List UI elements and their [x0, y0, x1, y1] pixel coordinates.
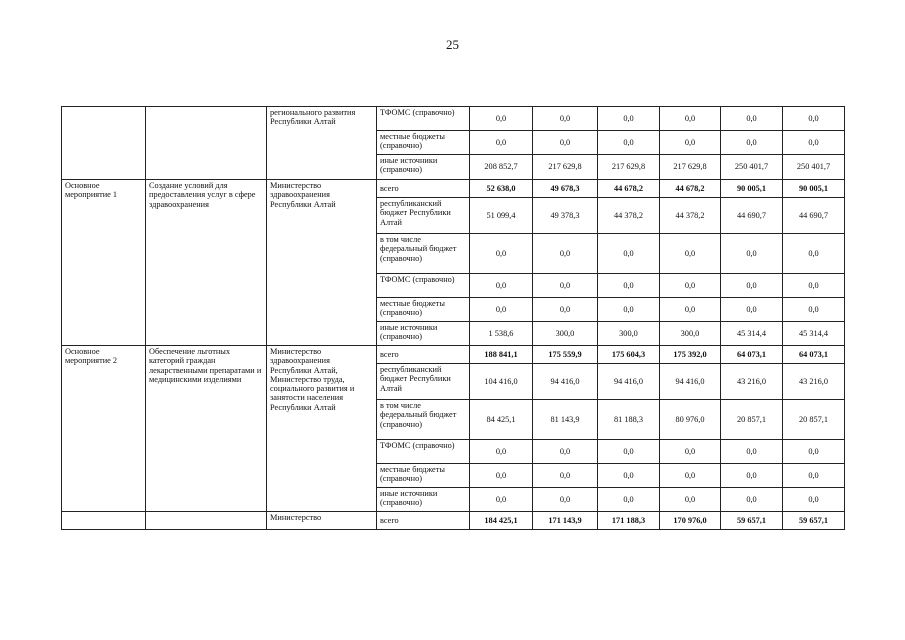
amount-cell: 20 857,1	[721, 400, 783, 440]
amount-cell: 0,0	[470, 274, 533, 298]
funding-source-cell: местные бюджеты (справочно)	[377, 464, 470, 488]
amount-cell: 300,0	[598, 322, 660, 346]
funding-source-cell: иные источники (справочно)	[377, 488, 470, 512]
amount-cell: 0,0	[783, 298, 845, 322]
amount-cell: 0,0	[721, 274, 783, 298]
executor-cell: Министерство здравоохранения Республики Алтай, Министерство труда, социального развития и занятости населения Республики Алтай	[267, 346, 377, 512]
amount-cell: 59 657,1	[721, 512, 783, 530]
funding-source-cell: республиканский бюджет Республики Алтай	[377, 198, 470, 234]
amount-cell: 0,0	[598, 234, 660, 274]
amount-cell: 0,0	[470, 131, 533, 155]
amount-cell: 175 604,3	[598, 346, 660, 364]
amount-cell: 1 538,6	[470, 322, 533, 346]
event-type-cell: Основное мероприятие 2	[62, 346, 146, 512]
table-row	[62, 346, 845, 364]
amount-cell: 217 629,8	[598, 155, 660, 180]
amount-cell: 0,0	[660, 131, 721, 155]
amount-cell: 0,0	[721, 131, 783, 155]
amount-cell: 0,0	[721, 464, 783, 488]
funding-source-cell: в том числе федеральный бюджет (справочно)	[377, 400, 470, 440]
amount-cell: 64 073,1	[721, 346, 783, 364]
amount-cell: 208 852,7	[470, 155, 533, 180]
funding-source-cell: ТФОМС (справочно)	[377, 274, 470, 298]
amount-cell: 188 841,1	[470, 346, 533, 364]
amount-cell: 0,0	[721, 234, 783, 274]
amount-cell: 0,0	[721, 298, 783, 322]
amount-cell: 80 976,0	[660, 400, 721, 440]
funding-source-cell: всего	[377, 512, 470, 530]
amount-cell: 44 678,2	[598, 180, 660, 198]
amount-cell: 0,0	[598, 107, 660, 131]
amount-cell: 0,0	[598, 440, 660, 464]
funding-source-cell: всего	[377, 346, 470, 364]
amount-cell: 45 314,4	[783, 322, 845, 346]
executor-cell: Министерство	[267, 512, 377, 530]
amount-cell: 94 416,0	[660, 364, 721, 400]
amount-cell: 44 378,2	[598, 198, 660, 234]
amount-cell: 90 005,1	[783, 180, 845, 198]
amount-cell: 0,0	[470, 298, 533, 322]
amount-cell: 0,0	[783, 488, 845, 512]
amount-cell: 49 378,3	[533, 198, 598, 234]
amount-cell: 43 216,0	[721, 364, 783, 400]
amount-cell: 0,0	[533, 298, 598, 322]
executor-cell: Министерство здравоохранения Республики Алтай	[267, 180, 377, 346]
funding-source-cell: ТФОМС (справочно)	[377, 107, 470, 131]
amount-cell: 0,0	[660, 488, 721, 512]
amount-cell: 44 378,2	[660, 198, 721, 234]
amount-cell: 0,0	[660, 440, 721, 464]
amount-cell: 44 678,2	[660, 180, 721, 198]
funding-source-cell: местные бюджеты (справочно)	[377, 298, 470, 322]
amount-cell: 0,0	[470, 107, 533, 131]
amount-cell: 52 638,0	[470, 180, 533, 198]
amount-cell: 0,0	[533, 234, 598, 274]
table-row	[62, 180, 845, 198]
amount-cell: 0,0	[533, 107, 598, 131]
funding-source-cell: иные источники (справочно)	[377, 155, 470, 180]
amount-cell: 250 401,7	[783, 155, 845, 180]
amount-cell: 0,0	[598, 464, 660, 488]
amount-cell: 64 073,1	[783, 346, 845, 364]
amount-cell: 184 425,1	[470, 512, 533, 530]
amount-cell: 0,0	[533, 488, 598, 512]
amount-cell: 81 188,3	[598, 400, 660, 440]
funding-source-cell: в том числе федеральный бюджет (справочно)	[377, 234, 470, 274]
event-name-cell	[146, 107, 267, 180]
amount-cell: 217 629,8	[660, 155, 721, 180]
amount-cell: 59 657,1	[783, 512, 845, 530]
amount-cell: 49 678,3	[533, 180, 598, 198]
amount-cell: 217 629,8	[533, 155, 598, 180]
amount-cell: 0,0	[721, 107, 783, 131]
amount-cell: 175 559,9	[533, 346, 598, 364]
amount-cell: 94 416,0	[533, 364, 598, 400]
amount-cell: 0,0	[783, 440, 845, 464]
amount-cell: 0,0	[598, 488, 660, 512]
amount-cell: 171 143,9	[533, 512, 598, 530]
amount-cell: 0,0	[783, 464, 845, 488]
page-number: 25	[446, 37, 459, 52]
amount-cell: 0,0	[721, 440, 783, 464]
amount-cell: 0,0	[470, 464, 533, 488]
table-row	[62, 512, 845, 530]
amount-cell: 175 392,0	[660, 346, 721, 364]
amount-cell: 0,0	[533, 274, 598, 298]
amount-cell: 44 690,7	[721, 198, 783, 234]
amount-cell: 0,0	[598, 298, 660, 322]
amount-cell: 170 976,0	[660, 512, 721, 530]
amount-cell: 81 143,9	[533, 400, 598, 440]
amount-cell: 0,0	[783, 274, 845, 298]
amount-cell: 90 005,1	[721, 180, 783, 198]
event-type-cell	[62, 512, 146, 530]
amount-cell: 45 314,4	[721, 322, 783, 346]
amount-cell: 51 099,4	[470, 198, 533, 234]
amount-cell: 250 401,7	[721, 155, 783, 180]
table-row	[62, 107, 845, 131]
amount-cell: 0,0	[533, 440, 598, 464]
amount-cell: 0,0	[470, 234, 533, 274]
amount-cell: 0,0	[598, 131, 660, 155]
budget-table	[61, 106, 845, 530]
amount-cell: 43 216,0	[783, 364, 845, 400]
amount-cell: 0,0	[783, 234, 845, 274]
event-type-cell	[62, 107, 146, 180]
executor-cell: регионального развития Республики Алтай	[267, 107, 377, 180]
amount-cell: 0,0	[470, 488, 533, 512]
amount-cell: 171 188,3	[598, 512, 660, 530]
event-name-cell: Обеспечение льготных категорий граждан лекарственными препаратами и медицинскими изделиями	[146, 346, 267, 512]
amount-cell: 0,0	[660, 274, 721, 298]
amount-cell: 300,0	[533, 322, 598, 346]
event-name-cell: Создание условий для предоставления услуг в сфере здравоохранения	[146, 180, 267, 346]
amount-cell: 0,0	[598, 274, 660, 298]
funding-source-cell: местные бюджеты (справочно)	[377, 131, 470, 155]
amount-cell: 44 690,7	[783, 198, 845, 234]
amount-cell: 0,0	[660, 234, 721, 274]
amount-cell: 0,0	[783, 131, 845, 155]
funding-source-cell: иные источники (справочно)	[377, 322, 470, 346]
amount-cell: 94 416,0	[598, 364, 660, 400]
funding-source-cell: всего	[377, 180, 470, 198]
event-type-cell: Основное мероприятие 1	[62, 180, 146, 346]
event-name-cell	[146, 512, 267, 530]
amount-cell: 0,0	[660, 464, 721, 488]
amount-cell: 84 425,1	[470, 400, 533, 440]
amount-cell: 0,0	[660, 107, 721, 131]
amount-cell: 0,0	[721, 488, 783, 512]
amount-cell: 104 416,0	[470, 364, 533, 400]
amount-cell: 300,0	[660, 322, 721, 346]
amount-cell: 0,0	[470, 440, 533, 464]
amount-cell: 0,0	[660, 298, 721, 322]
funding-source-cell: республиканский бюджет Республики Алтай	[377, 364, 470, 400]
amount-cell: 0,0	[783, 107, 845, 131]
amount-cell: 0,0	[533, 464, 598, 488]
amount-cell: 20 857,1	[783, 400, 845, 440]
funding-source-cell: ТФОМС (справочно)	[377, 440, 470, 464]
amount-cell: 0,0	[533, 131, 598, 155]
